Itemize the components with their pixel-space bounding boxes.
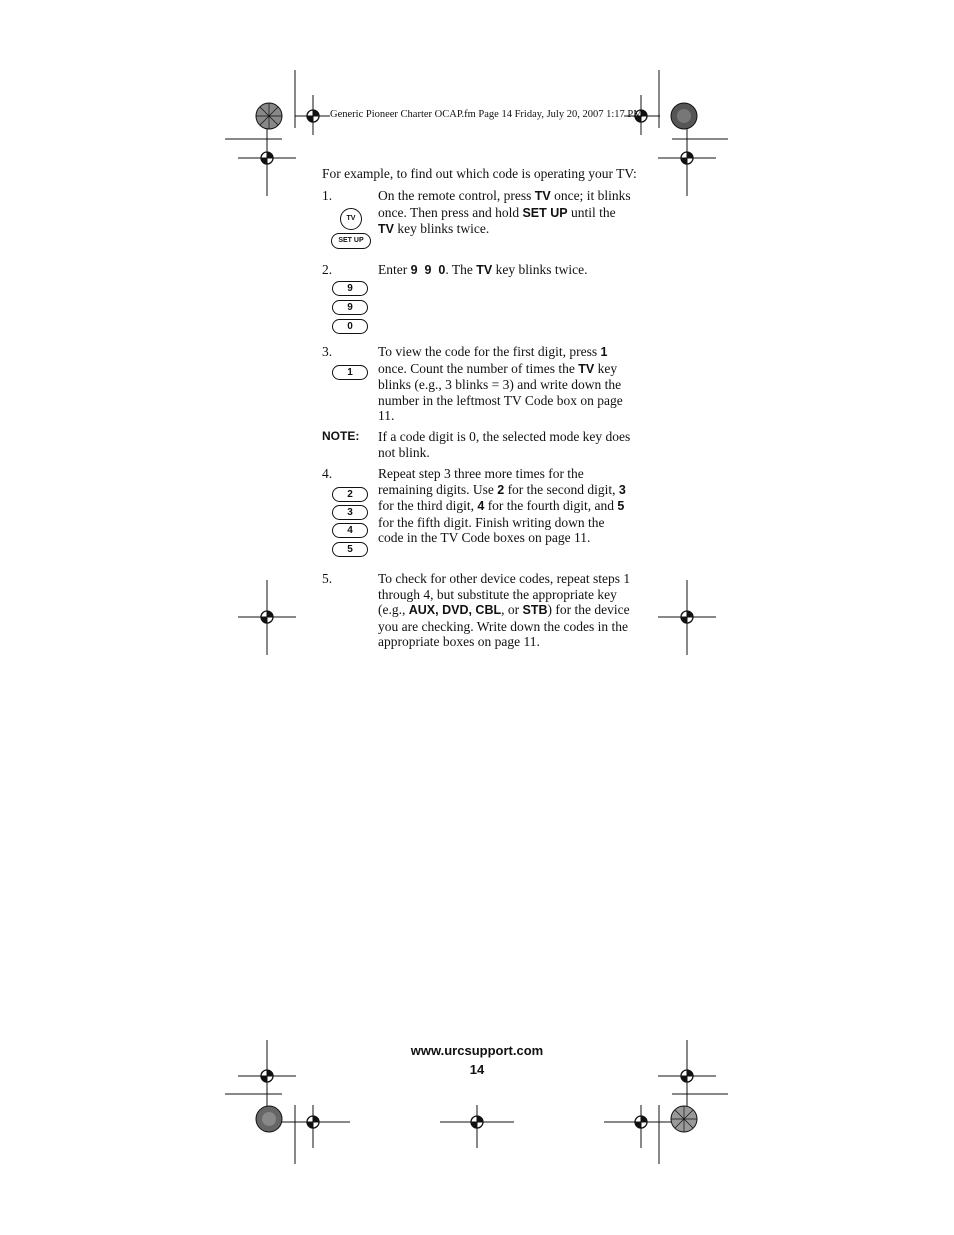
intro-text: For example, to find out which code is operating your TV: xyxy=(322,166,637,181)
step-number: 5. xyxy=(322,571,333,586)
step-number: 4. xyxy=(322,466,333,481)
step-4-text: Repeat step 3 three more times for the remaining digits. Use 2 for the second digit, 3 for the third digit, 4 for the fourth digit, and 5 for the fifth digit. Finish writing down the code in the TV Code boxes on page 11. xyxy=(378,466,626,546)
page-number: 14 xyxy=(469,1062,485,1077)
key-2-icon: 2 xyxy=(332,487,368,502)
step-number: 2. xyxy=(322,262,333,277)
note-text: If a code digit is 0, the selected mode key does not blink. xyxy=(378,429,631,460)
key-4-icon: 4 xyxy=(332,523,368,538)
footer-url: www.urcsupport.com xyxy=(410,1043,544,1058)
key-3-icon: 3 xyxy=(332,505,368,520)
setup-key-icon: SET UP xyxy=(331,233,371,249)
tv-key-icon: TV xyxy=(340,208,362,230)
step-number: 3. xyxy=(322,344,333,359)
key-0-icon: 0 xyxy=(332,319,368,334)
step-1-text: On the remote control, press TV once; it blinks once. Then press and hold SET UP until the TV key blinks twice. xyxy=(378,188,631,237)
file-header: Generic Pioneer Charter OCAP.fm Page 14 Friday, July 20, 2007 1:17 PM xyxy=(330,109,643,120)
step-number: 1. xyxy=(322,188,333,203)
key-5-icon: 5 xyxy=(332,542,368,557)
note-label: NOTE: xyxy=(322,429,360,443)
key-9-icon: 9 xyxy=(332,300,368,315)
step-3-text: To view the code for the first digit, press 1 once. Count the number of times the TV key blinks (e.g., 3 blinks = 3) and write down the number in the leftmost TV Code box on page 11. xyxy=(378,344,623,424)
key-9-icon: 9 xyxy=(332,281,368,296)
step-5-text: To check for other device codes, repeat steps 1 through 4, but substitute the appropriate key (e.g., AUX, DVD, CBL, or STB) for the device you are checking. Write down the codes in the appropriate boxes on page 11. xyxy=(378,571,631,650)
step-2-text: Enter 9 9 0. The TV key blinks twice. xyxy=(378,262,588,277)
key-1-icon: 1 xyxy=(332,365,368,380)
